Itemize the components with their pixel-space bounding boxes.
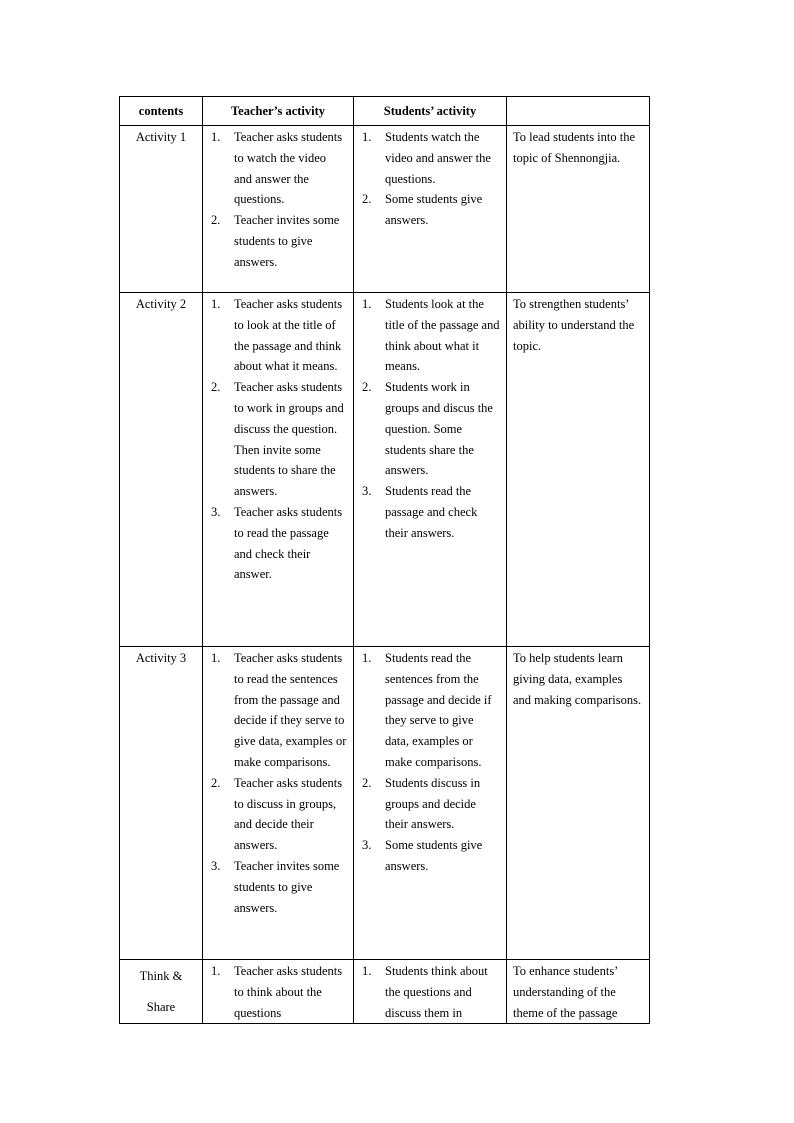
- purpose-cell: To strengthen students’ ability to understand the topic.: [507, 293, 650, 647]
- teacher-activity-cell: [203, 293, 354, 647]
- table-row: [120, 126, 650, 293]
- list-item: 1. Students look at the title of the passage and think about what it means.: [362, 297, 500, 374]
- table-row: [120, 293, 650, 647]
- row-label: Activity 3: [120, 647, 203, 960]
- list-item: 3. Students read the passage and check their answers.: [362, 484, 478, 540]
- students-activity-cell: [354, 960, 507, 1024]
- table-row: [120, 960, 650, 1024]
- list-item: 1. Teacher asks students to read the sentences from the passage and decide if they serve to give data, examples or make comparisons.: [211, 651, 347, 769]
- list-item: 2. Some students give answers.: [362, 192, 483, 228]
- teacher-activity-cell: [203, 960, 354, 1024]
- purpose-cell: To lead students into the topic of Shennongjia.: [507, 126, 650, 293]
- list-item: 2. Teacher asks students to discuss in groups, and decide their answers.: [211, 775, 343, 853]
- students-activity-cell: [354, 293, 507, 647]
- list-item: 2. Students discuss in groups and decide their answers.: [362, 775, 481, 832]
- list-item: 1. Students watch the video and answer the questions.: [362, 130, 491, 186]
- list-item: 3. Some students give answers.: [362, 838, 483, 873]
- teacher-activity-cell: [203, 647, 354, 960]
- row-label: Activity 1: [120, 126, 203, 293]
- header-students-activity: Students’ activity: [354, 97, 507, 126]
- list-item: 3. Teacher asks students to read the passage and check their answer.: [211, 504, 343, 582]
- header-teacher-activity: Teacher’s activity: [203, 97, 354, 126]
- list-item: 3. Teacher invites some students to give answers.: [211, 858, 340, 915]
- teacher-activity-cell: [203, 126, 354, 293]
- list-item: 1. Teacher asks students to look at the title of the passage and think about what it means.: [211, 297, 343, 374]
- list-item: 1. Students think about the questions and discuss them in: [362, 964, 488, 1020]
- students-activity-cell: [354, 126, 507, 293]
- list-item: 1. Students read the sentences from the passage and decide if they serve to give data, examples or make comparisons.: [362, 651, 492, 769]
- lesson-plan-table: [119, 96, 650, 1024]
- row-label: Activity 2: [120, 293, 203, 647]
- row-label: [120, 960, 203, 1024]
- table-row: [120, 647, 650, 960]
- header-row: [120, 97, 650, 126]
- row-label-line: Think &: [139, 969, 183, 983]
- purpose-cell: To help students learn giving data, examples and making comparisons.: [507, 647, 650, 960]
- students-activity-cell: [354, 647, 507, 960]
- list-item: 1. Teacher asks students to think about the questions: [211, 964, 343, 1020]
- header-contents: contents: [120, 97, 203, 126]
- purpose-cell: To enhance students’ understanding of the theme of the passage: [507, 960, 650, 1024]
- list-item: 2. Teacher invites some students to give answers.: [211, 213, 340, 269]
- header-purpose: [507, 97, 650, 126]
- list-item: 1. Teacher asks students to watch the video and answer the questions.: [211, 130, 343, 207]
- list-item: 2. Teacher asks students to work in groups and discuss the question. Then invite some students to share the answers.: [211, 380, 344, 499]
- list-item: 2. Students work in groups and discus the question. Some students share the answers.: [362, 380, 493, 478]
- row-label-line: Share: [146, 1000, 176, 1014]
